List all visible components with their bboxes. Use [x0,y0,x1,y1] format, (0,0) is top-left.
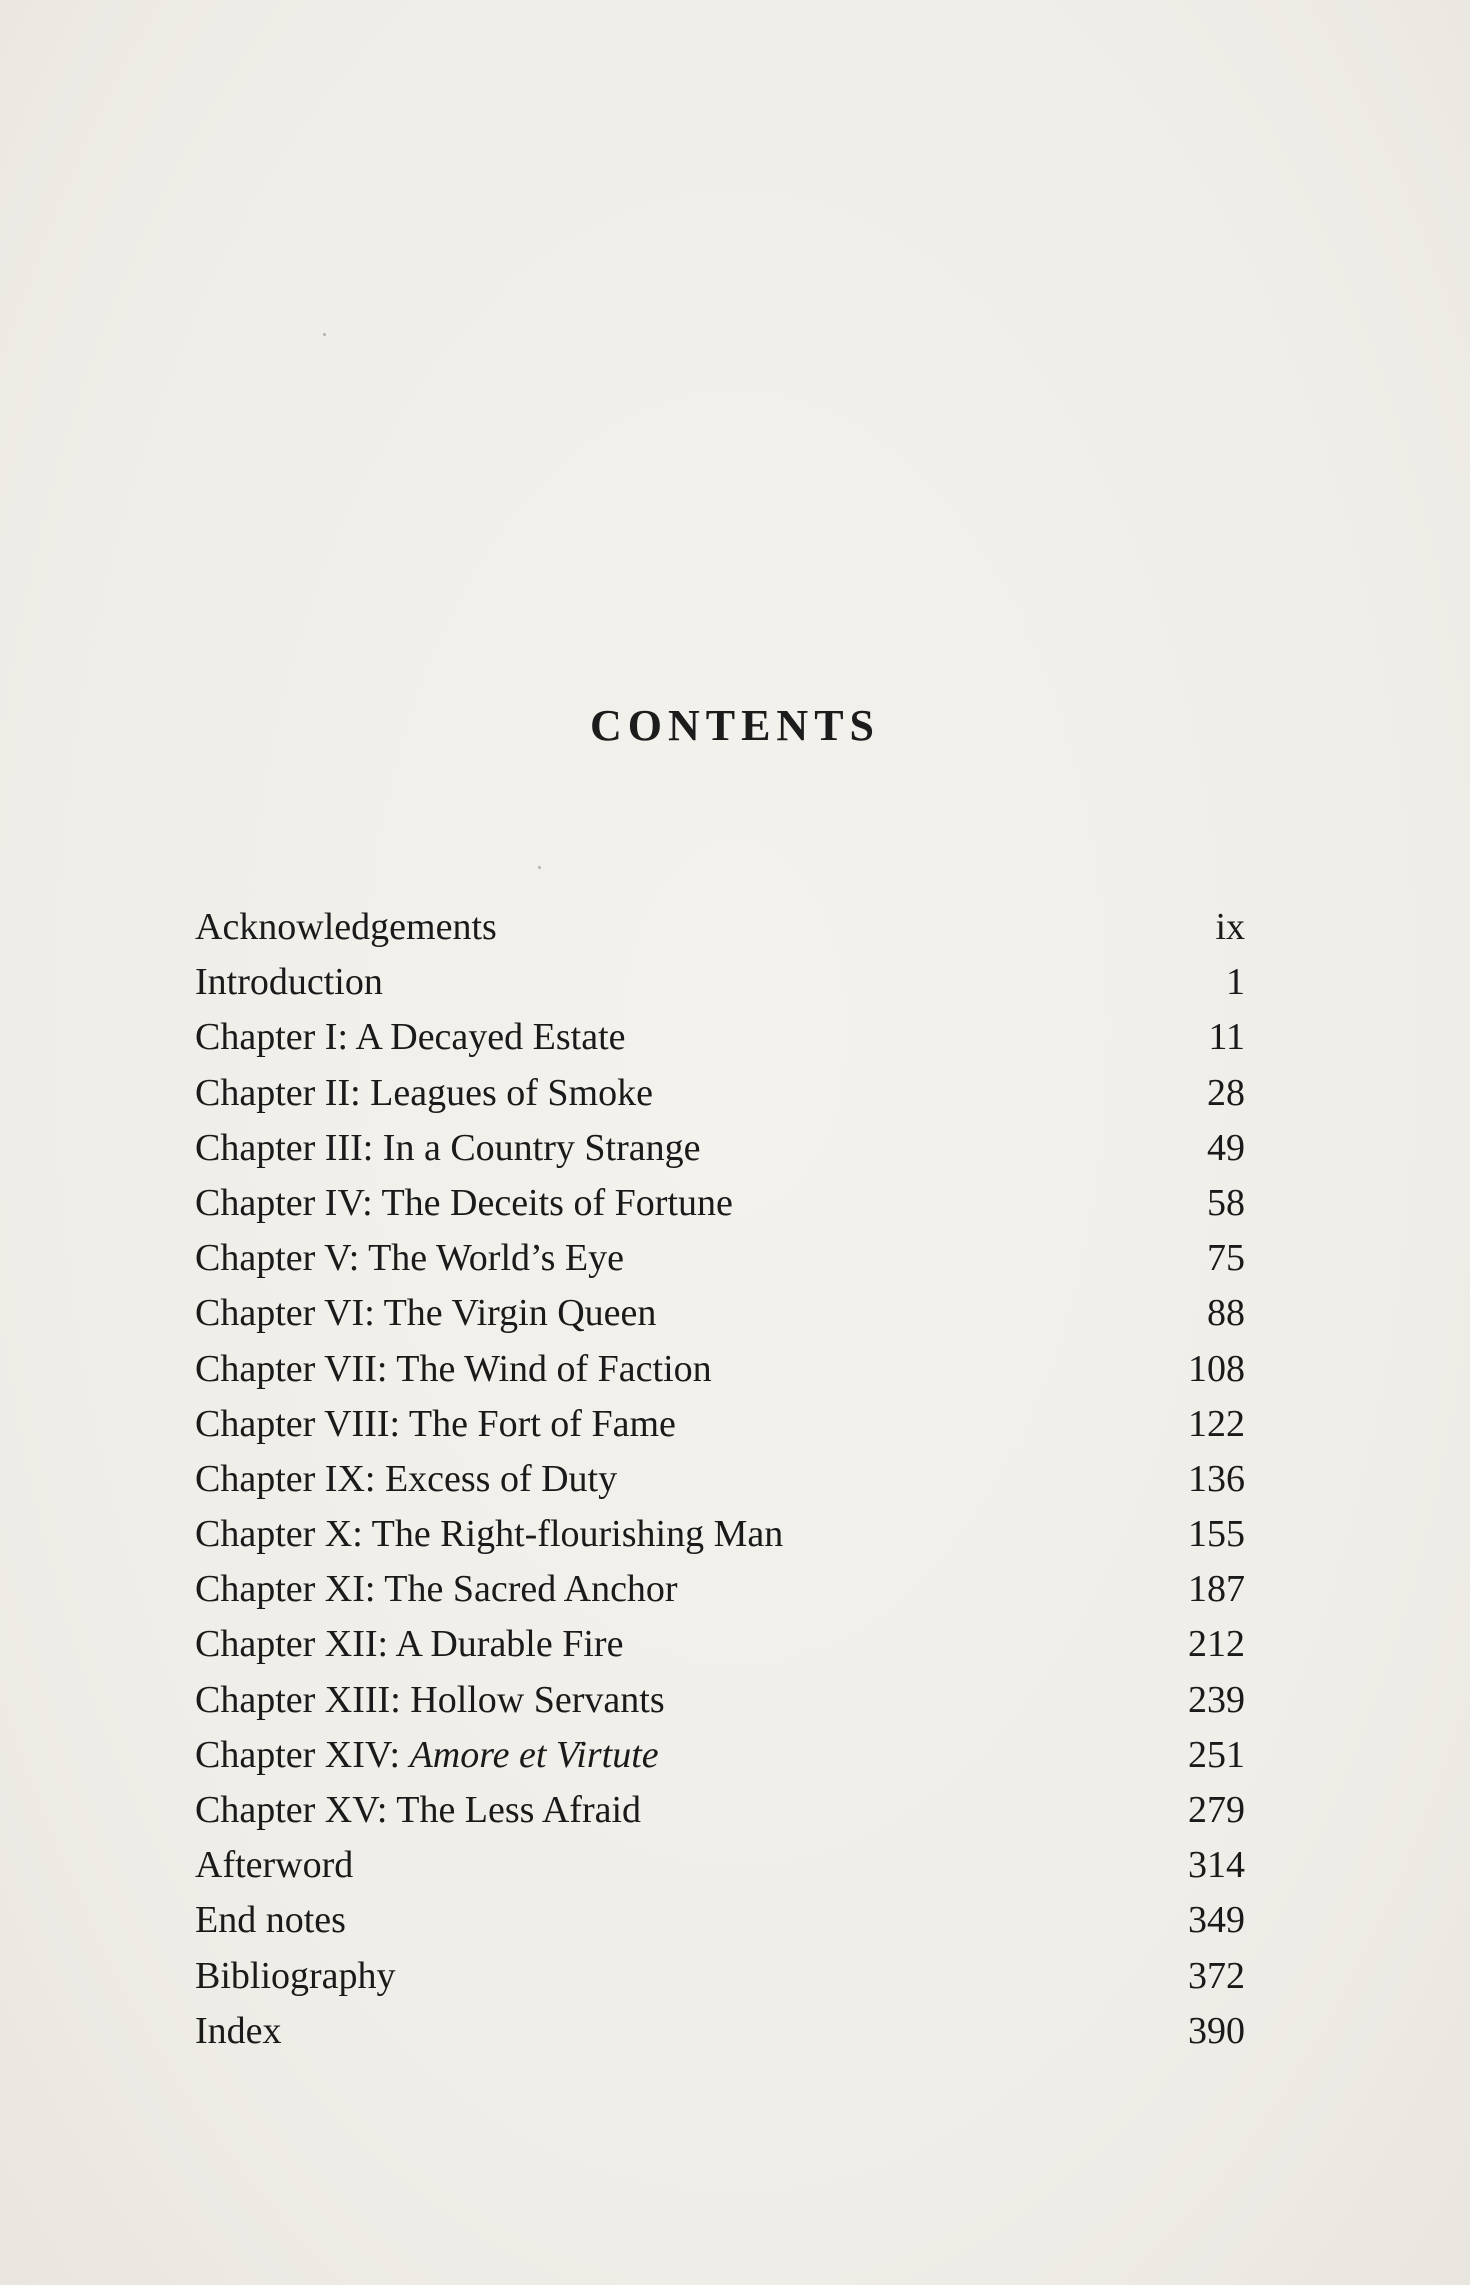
table-of-contents [195,900,1245,2059]
toc-entry-chapter-11 [195,1562,1245,1617]
toc-entry-introduction [195,955,1245,1010]
toc-entry-title: Chapter I: A Decayed Estate [195,1016,626,1059]
toc-entry-title-prefix: Chapter XIV: [195,1733,410,1776]
toc-entry-chapter-9 [195,1452,1245,1507]
toc-entry-chapter-14 [195,1728,1245,1783]
toc-entry-title: Chapter III: In a Country Strange [195,1126,701,1169]
toc-entry-chapter-4 [195,1176,1245,1231]
toc-entry-chapter-5 [195,1231,1245,1286]
toc-entry-page: ix [1215,906,1245,948]
toc-entry-page: 251 [1188,1733,1245,1776]
toc-entry-page: 212 [1188,1623,1245,1666]
toc-entry-page: 75 [1207,1237,1245,1280]
toc-entry-title: Introduction [195,961,383,1004]
toc-entry-title: Chapter V: The World’s Eye [195,1237,624,1280]
toc-entry-chapter-15 [195,1783,1245,1838]
toc-entry-title: End notes [195,1899,346,1942]
toc-entry-page: 155 [1188,1513,1245,1556]
toc-entry-title: Afterword [195,1844,354,1887]
toc-entry-page: 11 [1208,1016,1245,1059]
toc-entry-page: 390 [1188,2009,1245,2052]
toc-entry-title [195,1728,659,1783]
toc-entry-bibliography [195,1949,1245,2004]
toc-entry-chapter-13 [195,1673,1245,1728]
toc-entry-page: 372 [1188,1954,1245,1997]
toc-entry-page: 314 [1188,1844,1245,1887]
toc-entry-chapter-6 [195,1286,1245,1341]
toc-entry-chapter-10 [195,1507,1245,1562]
toc-entry-page: 58 [1207,1181,1245,1224]
paper-speck [538,866,541,869]
toc-entry-page: 28 [1207,1071,1245,1114]
toc-entry-afterword [195,1838,1245,1893]
toc-entry-page: 349 [1188,1899,1245,1942]
toc-entry-title: Chapter VIII: The Fort of Fame [195,1402,676,1445]
toc-entry-title: Chapter IV: The Deceits of Fortune [195,1181,733,1224]
toc-entry-title: Chapter XIII: Hollow Servants [195,1678,665,1721]
toc-entry-title: Acknowledgements [195,906,497,948]
toc-entry-title: Chapter II: Leagues of Smoke [195,1071,653,1114]
toc-entry-title-italic: Amore et Virtute [409,1733,659,1776]
toc-entry-title: Bibliography [195,1954,396,1997]
toc-entry-page: 88 [1207,1292,1245,1335]
toc-entry-acknowledgements [195,900,1245,955]
toc-entry-chapter-3 [195,1121,1245,1176]
toc-entry-page: 279 [1188,1789,1245,1831]
toc-entry-title: Chapter XV: The Less Afraid [195,1789,642,1831]
toc-entry-page: 1 [1226,961,1245,1004]
toc-entry-title: Chapter XII: A Durable Fire [195,1623,624,1666]
page-heading: CONTENTS [589,701,881,750]
toc-entry-title: Chapter XI: The Sacred Anchor [195,1568,678,1611]
toc-entry-title: Chapter IX: Excess of Duty [195,1457,618,1500]
toc-entry-page: 187 [1188,1568,1245,1611]
toc-entry-page: 136 [1188,1457,1245,1500]
toc-entry-title: Chapter VII: The Wind of Faction [195,1347,712,1390]
paper-speck [323,333,326,336]
toc-entry-page: 122 [1188,1402,1245,1445]
toc-entry-chapter-8 [195,1397,1245,1452]
toc-entry-chapter-1 [195,1010,1245,1065]
toc-entry-title: Chapter X: The Right-flourishing Man [195,1513,784,1556]
toc-entry-chapter-12 [195,1617,1245,1672]
toc-entry-end-notes [195,1893,1245,1948]
toc-entry-page: 108 [1188,1347,1245,1390]
toc-entry-chapter-7 [195,1342,1245,1397]
toc-entry-index [195,2004,1245,2059]
toc-entry-page: 239 [1188,1678,1245,1721]
toc-entry-chapter-2 [195,1066,1245,1121]
toc-entry-page: 49 [1207,1126,1245,1169]
toc-entry-title: Index [195,2009,282,2052]
toc-entry-title: Chapter VI: The Virgin Queen [195,1292,657,1335]
